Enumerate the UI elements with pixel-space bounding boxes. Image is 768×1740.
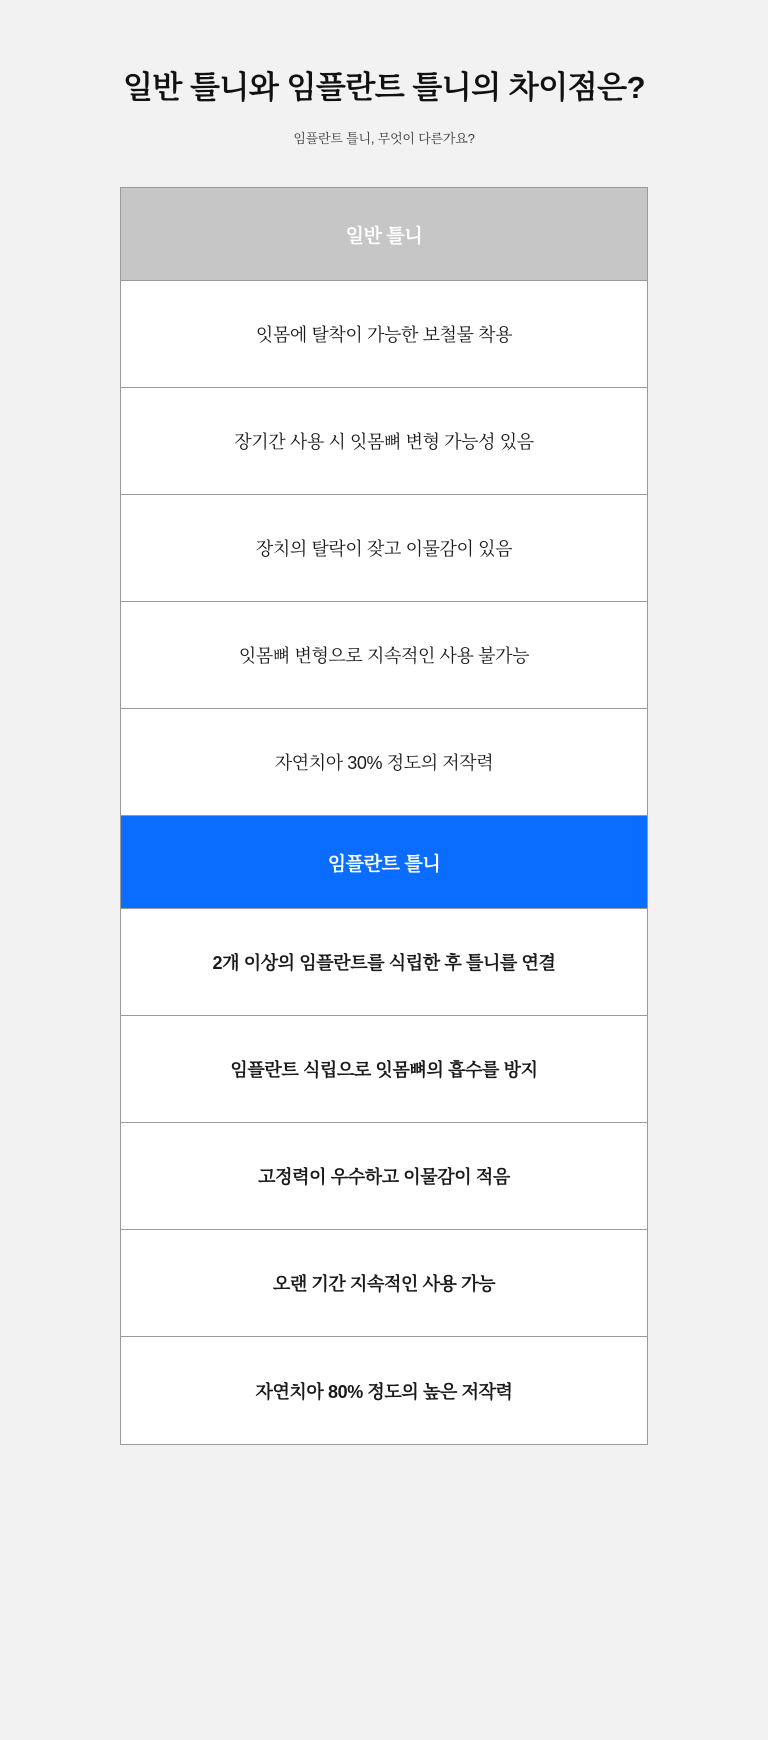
table-row: 임플란트 식립으로 잇몸뼈의 흡수를 방지 [121,1016,647,1123]
comparison-table [120,187,648,1445]
table-row: 잇몸에 탈착이 가능한 보철물 착용 [121,281,647,388]
table-row: 잇몸뼈 변형으로 지속적인 사용 불가능 [121,602,647,709]
table-row: 오랜 기간 지속적인 사용 가능 [121,1230,647,1337]
page-header [0,0,768,147]
table-row: 자연치아 30% 정도의 저작력 [121,709,647,816]
page-title: 일반 틀니와 임플란트 틀니의 차이점은? [122,70,646,105]
table-row: 장치의 탈락이 잦고 이물감이 있음 [121,495,647,602]
table-row: 고정력이 우수하고 이물감이 적음 [121,1123,647,1230]
table-row: 자연치아 80% 정도의 높은 저작력 [121,1337,647,1444]
section-header-general-denture: 일반 틀니 [121,188,647,281]
page-subtitle: 임플란트 틀니, 무엇이 다른가요? [293,131,475,147]
section-header-implant-denture: 임플란트 틀니 [121,816,647,909]
table-row: 장기간 사용 시 잇몸뼈 변형 가능성 있음 [121,388,647,495]
table-row: 2개 이상의 임플란트를 식립한 후 틀니를 연결 [121,909,647,1016]
